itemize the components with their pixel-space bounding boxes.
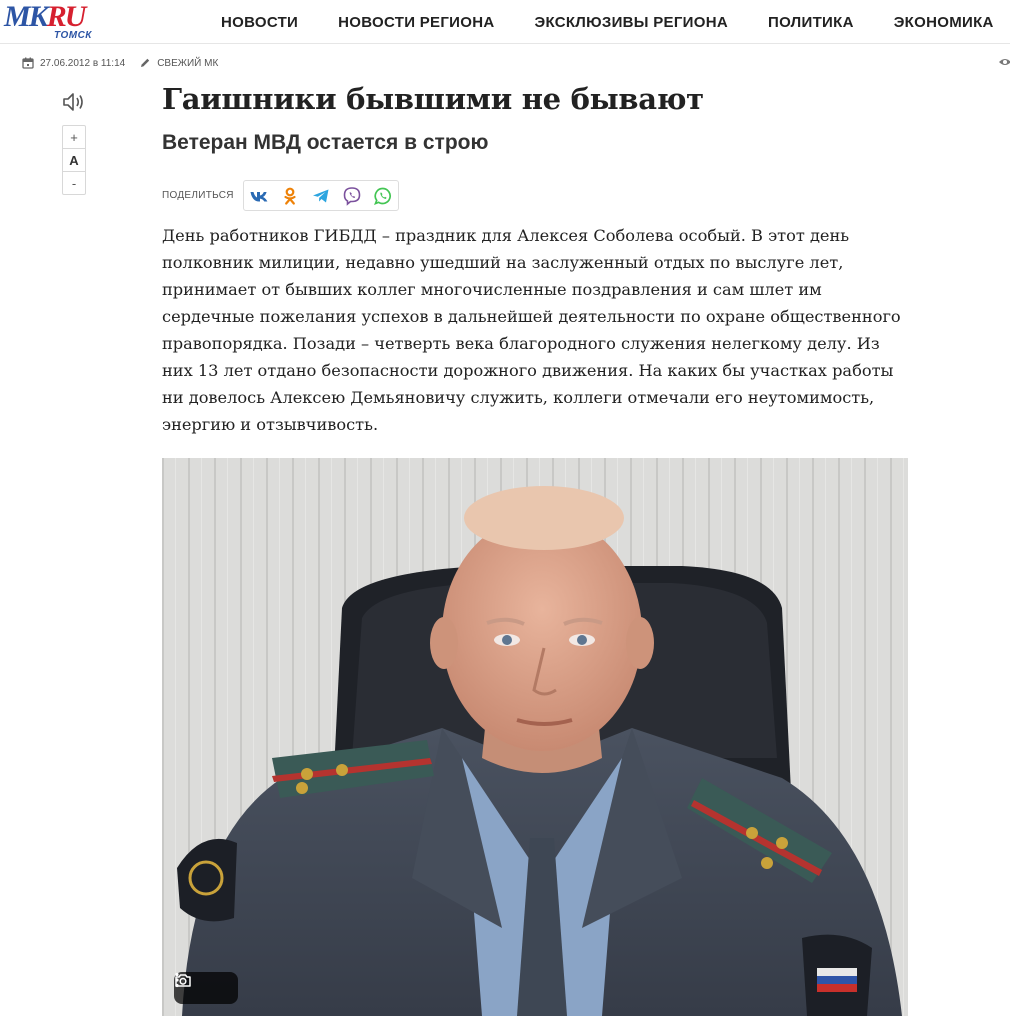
- share-label: ПОДЕЛИТЬСЯ: [162, 190, 234, 201]
- main-nav: [221, 0, 1010, 44]
- logo-city: ТОМСК: [54, 30, 92, 41]
- nav-item-region-news[interactable]: НОВОСТИ РЕГИОНА: [338, 13, 495, 31]
- logo-wordmark: MKRU: [4, 0, 85, 33]
- share-whatsapp-button[interactable]: [367, 181, 398, 210]
- share-vk-button[interactable]: [244, 181, 275, 210]
- odnoklassniki-icon: [280, 186, 300, 206]
- share-ok-button[interactable]: [275, 181, 306, 210]
- article-date: 27.06.2012 в 11:14: [40, 57, 126, 69]
- share-viber-button[interactable]: [336, 181, 367, 210]
- article-lead: День работников ГИБДД – праздник для Алексея Соболева особый. В этот день полковник милиции, недавно ушедший на заслуженный отдых по выслуге лет, принимает от бывших коллег многочисленные поздравления и сам шлет им сердечные пожелания успехов в дальнейшей деятельности по охране общественного правопорядка. Позади – четверть века благородного служения нелегкому делу. Из них 13 лет отдано безопасности дорожного движения. На каких бы участках работы ни довелось Алексею Демьяновичу служить, коллеги отмечали его неутомимость, энергию и отзывчивость.: [162, 226, 901, 434]
- nav-item-news[interactable]: НОВОСТИ: [221, 13, 299, 31]
- pencil-icon: [139, 57, 151, 69]
- font-reset-button[interactable]: A: [63, 148, 85, 171]
- font-size-control: [62, 125, 86, 195]
- eye-icon: [998, 57, 1010, 67]
- nav-item-economy[interactable]: ЭКОНОМИКА: [893, 13, 994, 31]
- officer-portrait-image: [162, 458, 908, 1016]
- nav-item-politics[interactable]: ПОЛИТИКА: [767, 13, 854, 31]
- font-increase-button[interactable]: +: [70, 129, 78, 145]
- site-header: [0, 0, 1010, 44]
- vk-icon: [249, 186, 269, 206]
- whatsapp-icon: [373, 186, 393, 206]
- share-buttons: [243, 180, 399, 211]
- article-title: Гаишники бывшими не бывают: [162, 82, 704, 116]
- article-subtitle: Ветеран МВД остается в строю: [162, 131, 489, 154]
- calendar-icon: [22, 57, 34, 69]
- more-vertical-icon: [174, 972, 180, 988]
- article-photo[interactable]: [162, 458, 908, 1016]
- share-telegram-button[interactable]: [306, 181, 337, 210]
- telegram-icon: [311, 186, 331, 206]
- font-decrease-button[interactable]: -: [63, 171, 85, 194]
- article-rubric[interactable]: СВЕЖИЙ МК: [157, 57, 219, 69]
- viber-icon: [342, 186, 362, 206]
- photo-more-button[interactable]: [206, 972, 238, 1004]
- site-logo[interactable]: [4, 0, 94, 41]
- nav-item-region-exclusives[interactable]: ЭКСКЛЮЗИВЫ РЕГИОНА: [534, 13, 728, 31]
- photo-toolbar: [174, 972, 238, 1004]
- article-meta: [22, 56, 218, 70]
- speaker-icon[interactable]: [61, 90, 87, 114]
